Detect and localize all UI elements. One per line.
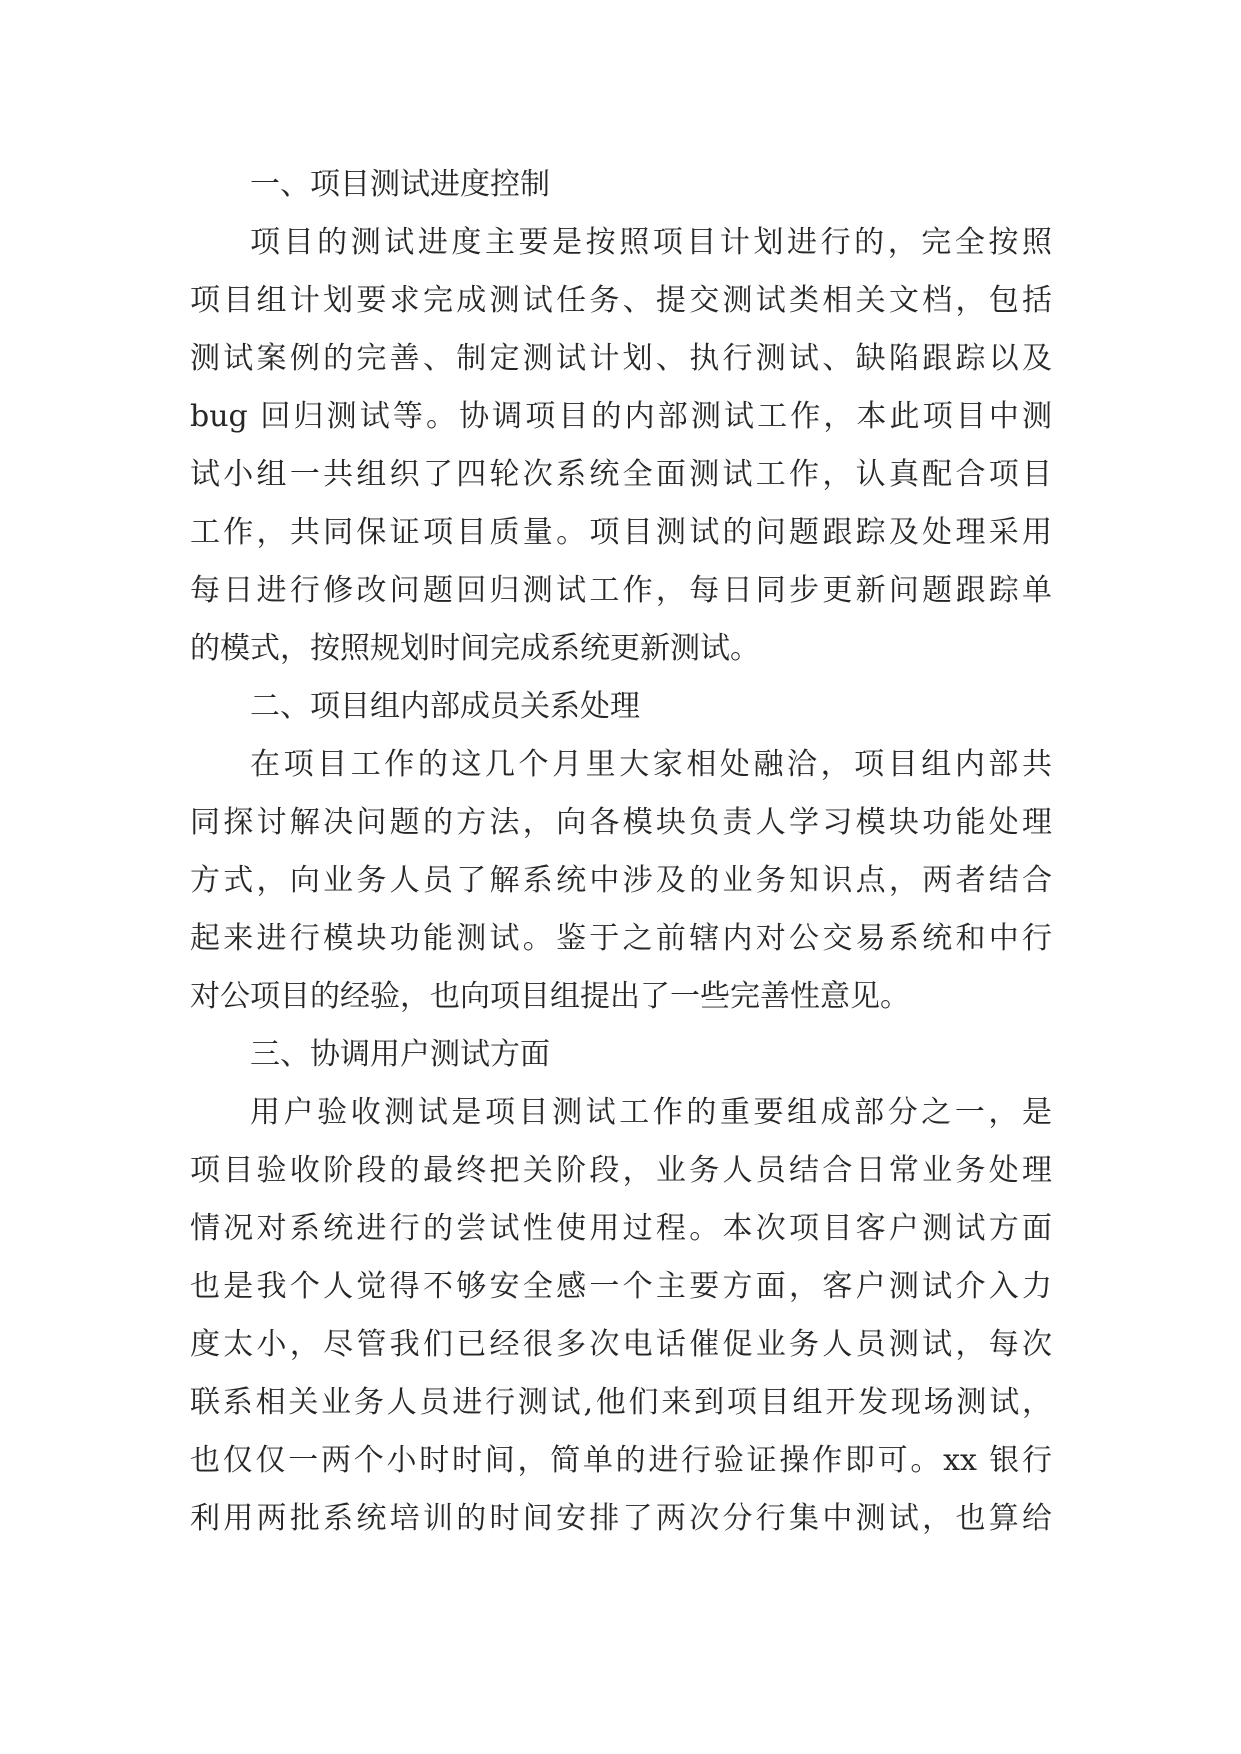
paragraph-line: 项目组计划要求完成测试任务、提交测试类相关文档，包括 <box>190 283 1052 318</box>
paragraph-line: 方式，向业务人员了解系统中涉及的业务知识点，两者结合 <box>190 863 1052 898</box>
section-heading-3: 三、协调用户测试方面 <box>250 1037 550 1072</box>
paragraph-line: bug 回归测试等。协调项目的内部测试工作，本此项目中测 <box>190 399 1052 434</box>
paragraph-line: 也仅仅一两个小时时间，简单的进行验证操作即可。xx 银行 <box>190 1443 1052 1478</box>
paragraph-line: 也是我个人觉得不够安全感一个主要方面，客户测试介入力 <box>190 1269 1052 1304</box>
paragraph-line: 对公项目的经验，也向项目组提出了一些完善性意见。 <box>190 979 910 1014</box>
section-heading-1: 一、项目测试进度控制 <box>250 167 550 202</box>
paragraph-line: 利用两批系统培训的时间安排了两次分行集中测试，也算给 <box>190 1501 1052 1536</box>
paragraph-line: 试小组一共组织了四轮次系统全面测试工作，认真配合项目 <box>190 457 1052 492</box>
paragraph-line: 每日进行修改问题回归测试工作，每日同步更新问题跟踪单 <box>190 573 1052 608</box>
paragraph-line: 情况对系统进行的尝试性使用过程。本次项目客户测试方面 <box>190 1211 1052 1246</box>
paragraph-line: 的模式，按照规划时间完成系统更新测试。 <box>190 631 760 666</box>
paragraph-line: 项目验收阶段的最终把关阶段，业务人员结合日常业务处理 <box>190 1153 1052 1188</box>
paragraph-line: 测试案例的完善、制定测试计划、执行测试、缺陷跟踪以及 <box>190 341 1052 376</box>
paragraph-line: 工作，共同保证项目质量。项目测试的问题跟踪及处理采用 <box>190 515 1052 550</box>
section-heading-2: 二、项目组内部成员关系处理 <box>250 689 640 724</box>
paragraph-line: 联系相关业务人员进行测试,他们来到项目组开发现场测试， <box>190 1385 1052 1420</box>
paragraph-line: 同探讨解决问题的方法，向各模块负责人学习模块功能处理 <box>190 805 1052 840</box>
paragraph-line: 起来进行模块功能测试。鉴于之前辖内对公交易系统和中行 <box>190 921 1052 956</box>
paragraph-line: 在项目工作的这几个月里大家相处融洽，项目组内部共 <box>250 747 1052 782</box>
document-body <box>190 156 1052 1548</box>
paragraph-line: 度太小，尽管我们已经很多次电话催促业务人员测试，每次 <box>190 1327 1052 1362</box>
paragraph-line: 用户验收测试是项目测试工作的重要组成部分之一，是 <box>250 1095 1052 1130</box>
paragraph-line: 项目的测试进度主要是按照项目计划进行的，完全按照 <box>250 225 1052 260</box>
